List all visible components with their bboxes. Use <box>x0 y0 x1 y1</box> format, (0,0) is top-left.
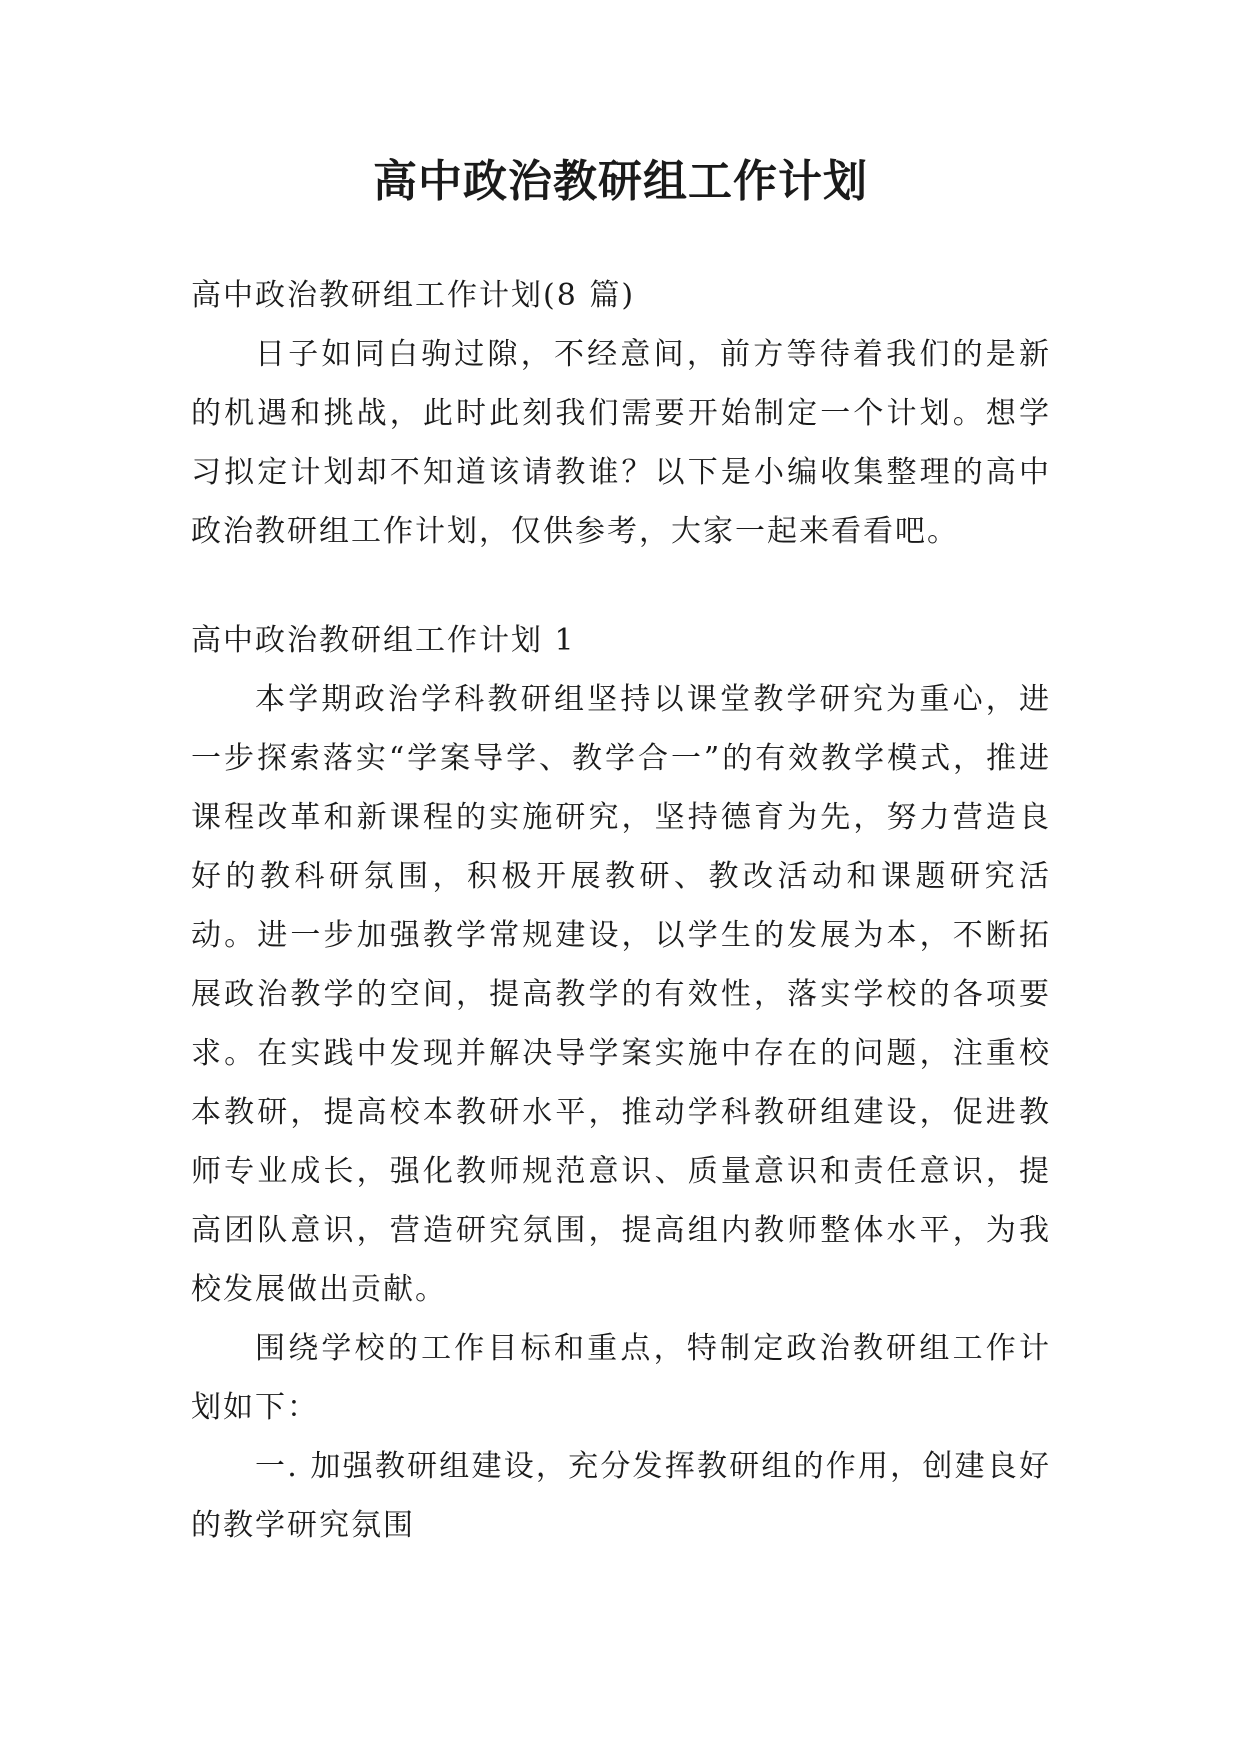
section-spacer <box>191 561 1051 611</box>
section-1-heading: 高中政治教研组工作计划 1 <box>191 623 576 658</box>
section-1-paragraph-3: 一. 加强教研组建设，充分发挥教研组的作用，创建良好的教学研究氛围 <box>191 1449 1051 1543</box>
intro-paragraph: 日子如同白驹过隙，不经意间，前方等待着我们的是新的机遇和挑战，此时此刻我们需要开始制定一个计划。想学习拟定计划却不知道该请教谁？以下是小编收集整理的高中政治教研组工作计划，仅供参考，大家一起来看看吧。 <box>191 337 1051 549</box>
document-body <box>191 266 1051 1555</box>
intro-heading: 高中政治教研组工作计划(8 篇) <box>191 278 636 313</box>
section-1-paragraph-1: 本学期政治学科教研组坚持以课堂教学研究为重心，进一步探索落实“学案导学、教学合一”的有效教学模式，推进课程改革和新课程的实施研究，坚持德育为先，努力营造良好的教科研氛围，积极开展教研、教改活动和课题研究活动。进一步加强教学常规建设，以学生的发展为本，不断拓展政治教学的空间，提高教学的有效性，落实学校的各项要求。在实践中发现并解决导学案实施中存在的问题，注重校本教研，提高校本教研水平，推动学科教研组建设，促进教师专业成长，强化教师规范意识、质量意识和责任意识，提高团队意识，营造研究氛围，提高组内教师整体水平，为我校发展做出贡献。 <box>191 682 1051 1307</box>
document-title: 高中政治教研组工作计划 <box>373 156 868 207</box>
section-1-paragraph-2: 围绕学校的工作目标和重点，特制定政治教研组工作计划如下： <box>191 1331 1051 1425</box>
